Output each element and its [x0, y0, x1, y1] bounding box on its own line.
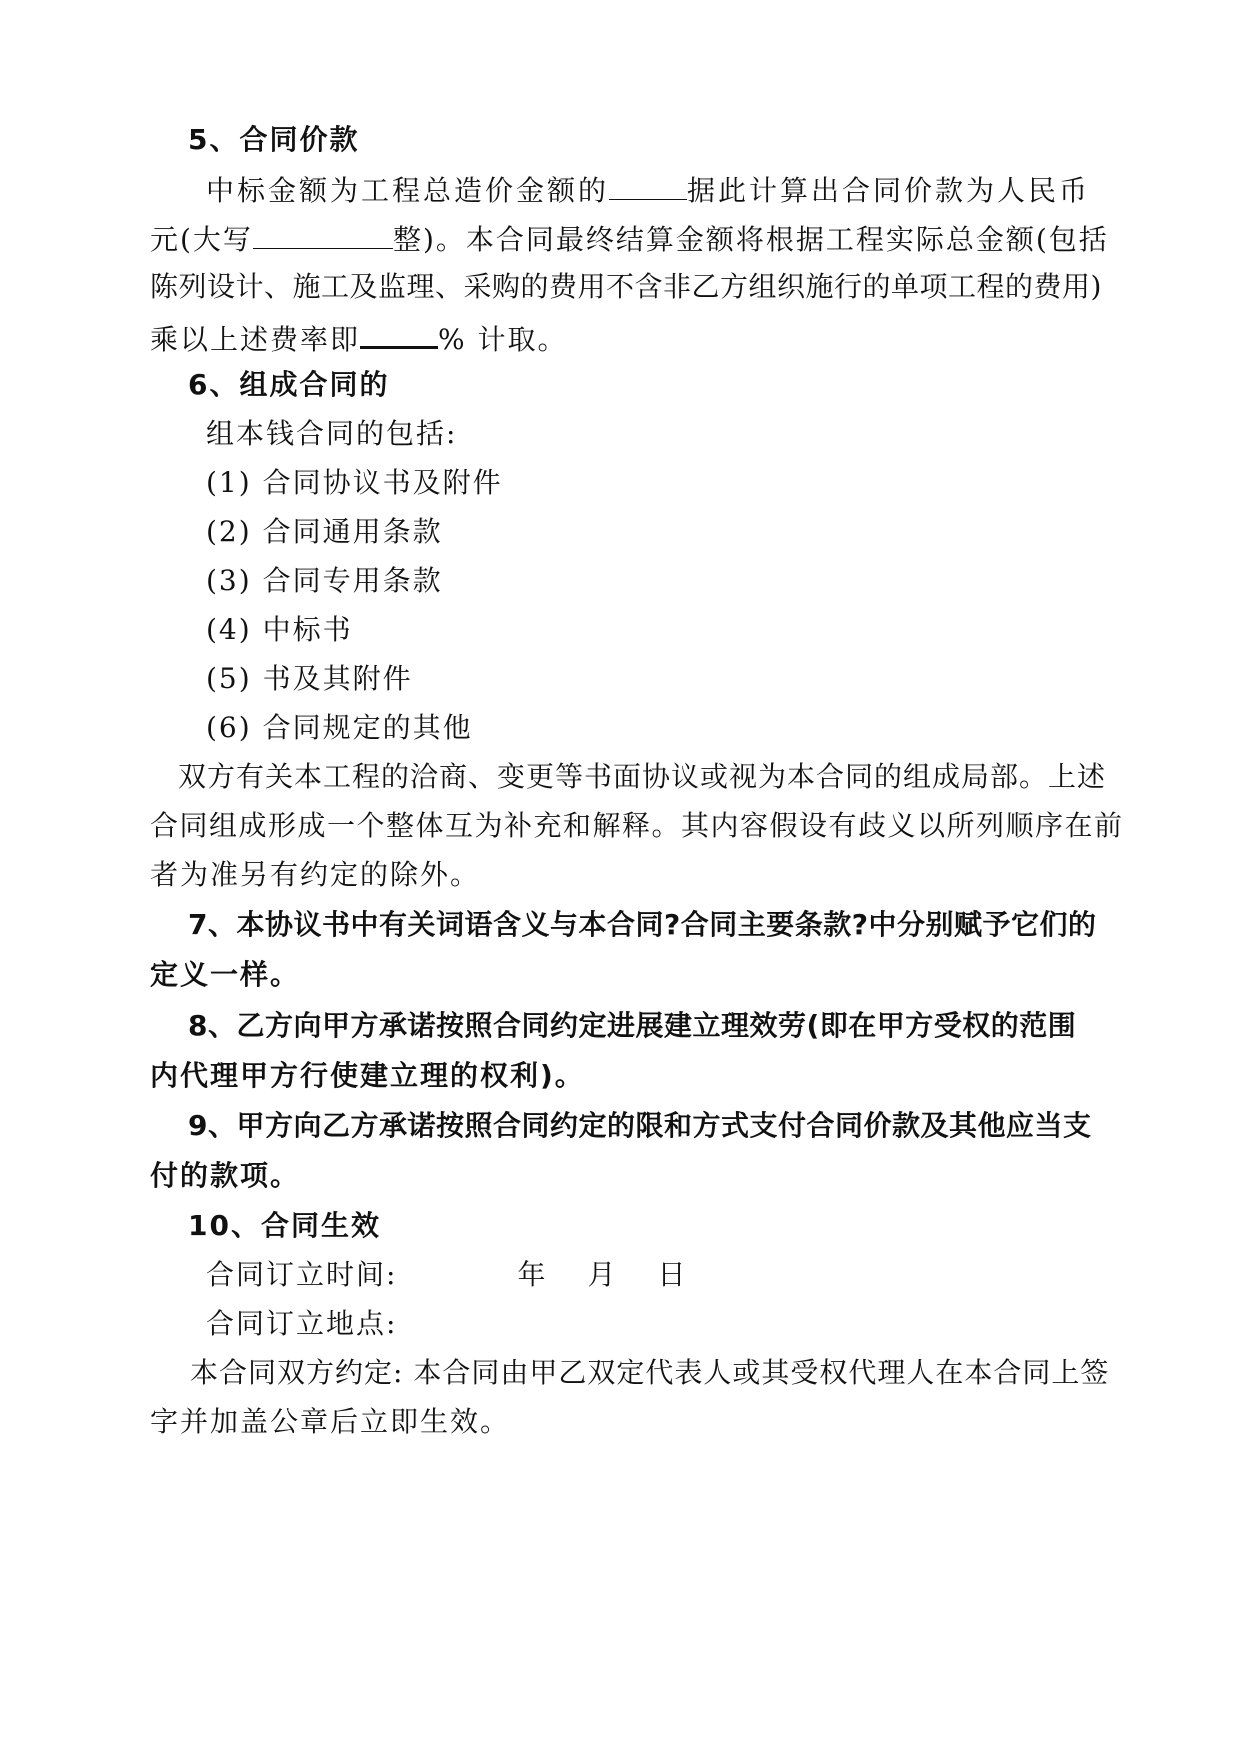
list-item: (6) 合同规定的其他	[206, 711, 473, 744]
section-10-heading: 10、合同生效	[188, 1209, 381, 1242]
section-6-intro: 组本钱合同的包括:	[206, 417, 458, 450]
rate-blank	[360, 316, 438, 349]
section-7-line-2: 定义一样。	[150, 958, 301, 991]
signing-time-label: 合同订立时间:	[206, 1258, 398, 1291]
section-5-line-2-text-b: 整)。本合同最终结算金额将根据工程实际总金额(包括	[392, 223, 1109, 256]
section-5-line-4	[150, 316, 568, 360]
amount-uppercase-blank	[253, 218, 393, 249]
signing-place-label: 合同订立地点:	[206, 1307, 398, 1340]
section-6-paragraph-line-3: 者为准另有约定的除外。	[150, 858, 481, 891]
section-6-paragraph-line-2: 合同组成形成一个整体互为补充和解释。其内容假设有歧义以所列顺序在前	[150, 809, 1124, 842]
section-9-line-1: 9、甲方向乙方承诺按照合同约定的限和方式支付合同价款及其他应当支	[188, 1109, 1092, 1142]
section-9-line-2: 付的款项。	[150, 1159, 301, 1192]
section-5-line-1-text-a: 中标金额为工程总造价金额的	[206, 174, 610, 207]
list-item: (1) 合同协议书及附件	[206, 466, 503, 499]
section-5-line-2	[150, 218, 1109, 260]
section-10-paragraph-line-1: 本合同双方约定: 本合同由甲乙双定代表人或其受权代理人在本合同上签	[190, 1356, 1110, 1389]
ratio-blank	[609, 169, 687, 200]
month-label: 月	[587, 1258, 618, 1291]
section-6-paragraph-line-1: 双方有关本工程的洽商、变更等书面协议或视为本合同的组成局部。上述	[178, 760, 1107, 793]
list-item: (2) 合同通用条款	[206, 515, 443, 548]
section-8-line-2: 内代理甲方行使建立理的权利)。	[150, 1059, 585, 1092]
section-8-line-1: 8、乙方向甲方承诺按照合同约定进展建立理效劳(即在甲方受权的范围	[188, 1009, 1077, 1042]
section-5-line-2-text-a: 元(大写	[150, 223, 253, 256]
year-label: 年	[517, 1258, 548, 1291]
section-5-line-1-text-b: 据此计算出合同价款为人民币	[687, 174, 1091, 207]
section-7-line-1: 7、本协议书中有关词语含义与本合同?合同主要条款?中分别赋予它们的	[188, 908, 1097, 941]
section-6-heading: 6、组成合同的	[188, 368, 390, 401]
list-item: (4) 中标书	[206, 613, 353, 646]
list-item: (5) 书及其附件	[206, 662, 413, 695]
day-label: 日	[657, 1258, 688, 1291]
list-item: (3) 合同专用条款	[206, 564, 443, 597]
section-5-line-4-text-a: 乘以上述费率即	[150, 323, 361, 356]
signing-time-row	[206, 1255, 687, 1295]
section-5-line-3: 陈列设计、施工及监理、采购的费用不含非乙方组织施行的单项工程的费用)	[150, 270, 1102, 303]
section-5-line-1	[206, 169, 1090, 211]
section-5-heading: 5、合同价款	[188, 123, 360, 156]
section-10-paragraph-line-2: 字并加盖公章后立即生效。	[150, 1405, 511, 1438]
section-5-line-4-text-b: % 计取。	[438, 323, 568, 356]
